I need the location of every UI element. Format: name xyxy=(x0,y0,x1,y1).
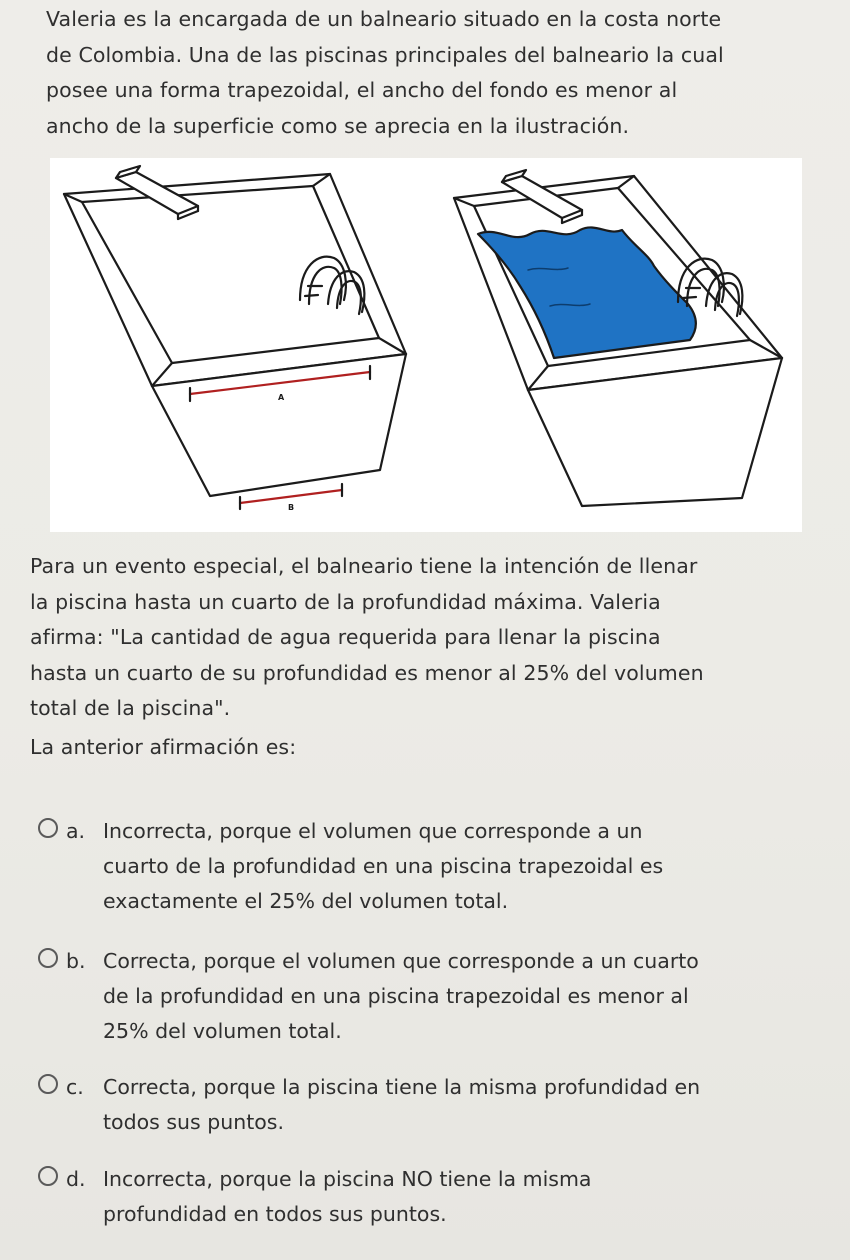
intro-paragraph xyxy=(46,2,724,144)
option-line: exactamente el 25% del volumen total. xyxy=(103,889,509,913)
scenario-line: Para un evento especial, el balneario tiene la intención de llenar xyxy=(30,554,698,578)
intro-line: posee una forma trapezoidal, el ancho del fondo es menor al xyxy=(46,78,678,102)
question-prompt: La anterior afirmación es: xyxy=(30,735,297,759)
intro-line: Valeria es la encargada de un balneario situado en la costa norte xyxy=(46,7,722,31)
option-letter: d. xyxy=(66,1167,86,1191)
option-letter: b. xyxy=(66,949,86,973)
intro-line: ancho de la superficie como se aprecia en la ilustración. xyxy=(46,113,630,138)
radio-button[interactable] xyxy=(38,818,58,838)
option-line: de la profundidad en una piscina trapezoidal es menor al xyxy=(103,984,689,1008)
scenario-line: afirma: "La cantidad de agua requerida para llenar la piscina xyxy=(30,625,661,649)
pool-illustration xyxy=(50,158,802,532)
radio-button[interactable] xyxy=(38,948,58,968)
option-letter: a. xyxy=(66,819,86,843)
option-line: todos sus puntos. xyxy=(103,1110,284,1134)
pool-dimensions-drawing xyxy=(64,166,406,509)
radio-button[interactable] xyxy=(38,1074,58,1094)
scenario-paragraph xyxy=(30,549,704,727)
scenario-line: total de la piscina". xyxy=(30,696,231,720)
option-line: Correcta, porque el volumen que corresponde a un cuarto xyxy=(103,949,699,973)
option-text xyxy=(103,1070,700,1140)
option-text xyxy=(103,814,663,919)
option-letter: c. xyxy=(66,1075,84,1099)
radio-button[interactable] xyxy=(38,1166,58,1186)
option-line: Correcta, porque la piscina tiene la misma profundidad en xyxy=(103,1075,701,1099)
option-line: profundidad en todos sus puntos. xyxy=(103,1202,447,1226)
scenario-line: la piscina hasta un cuarto de la profundidad máxima. Valeria xyxy=(30,589,661,614)
scenario-line: hasta un cuarto de su profundidad es menor al 25% del volumen xyxy=(30,660,704,685)
option-line: cuarto de la profundidad en una piscina trapezoidal es xyxy=(103,854,664,878)
pool-water-drawing xyxy=(454,170,782,506)
option-text xyxy=(103,944,699,1049)
dimension-a-label: A xyxy=(278,393,285,402)
intro-line: de Colombia. Una de las piscinas principales del balneario la cual xyxy=(46,42,724,67)
dimension-b-label: B xyxy=(288,503,295,512)
option-text xyxy=(103,1162,591,1232)
option-line: Incorrecta, porque el volumen que corresponde a un xyxy=(103,819,643,843)
option-line: 25% del volumen total. xyxy=(103,1019,342,1043)
option-line: Incorrecta, porque la piscina NO tiene la misma xyxy=(103,1167,592,1191)
